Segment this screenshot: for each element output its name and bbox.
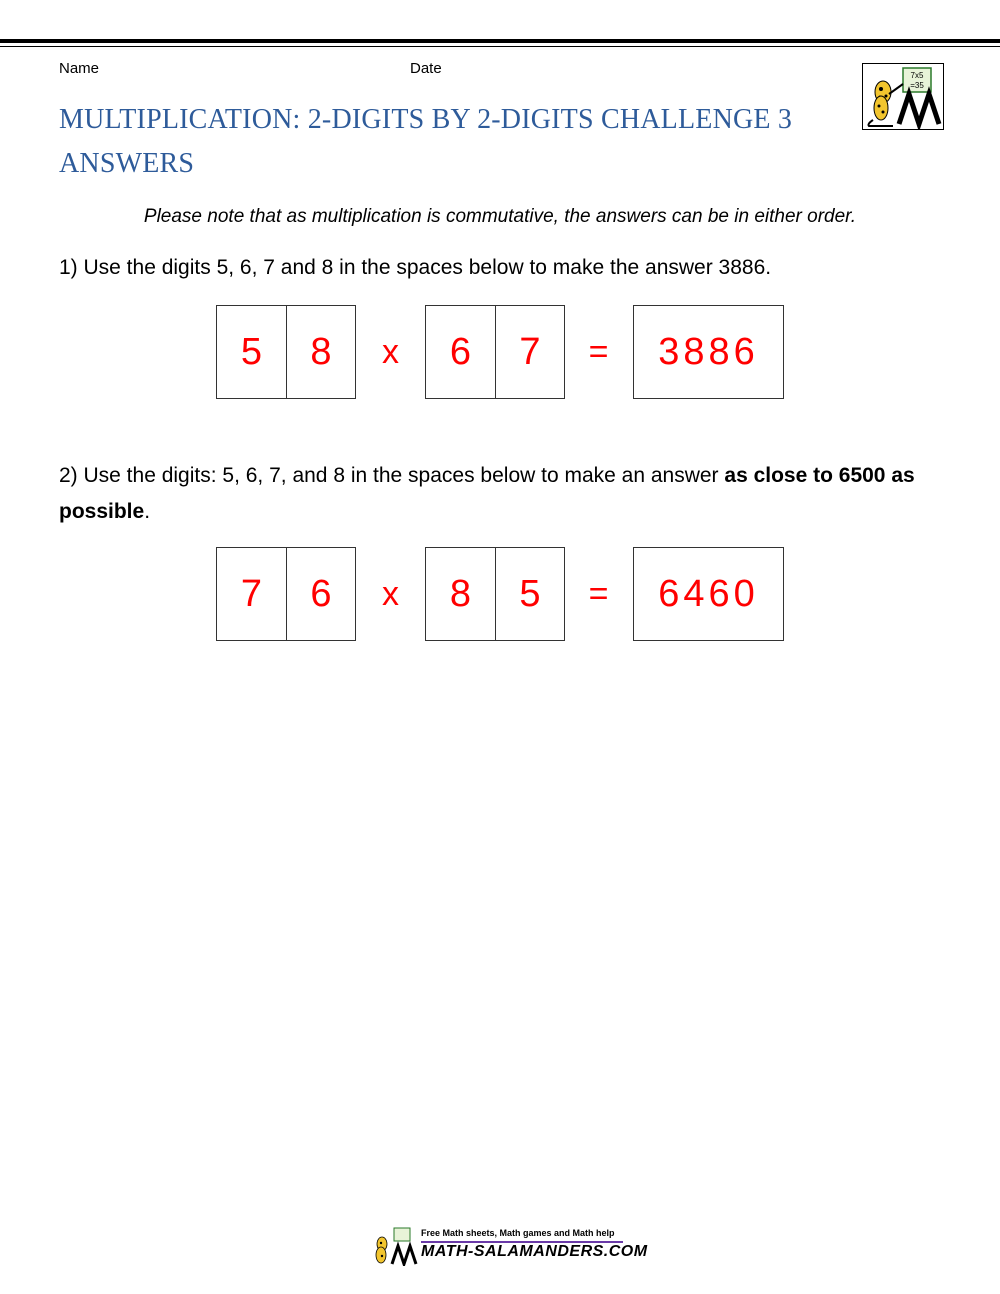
footer-tagline: Free Math sheets, Math games and Math help bbox=[421, 1228, 615, 1238]
q1-digit-box-4[interactable]: 7 bbox=[495, 305, 565, 399]
top-rule bbox=[0, 39, 1000, 43]
commutative-note: Please note that as multiplication is commutative, the answers can be in either order. bbox=[143, 206, 857, 227]
question-2-text bbox=[59, 458, 949, 530]
q1-equals-sign: = bbox=[588, 332, 609, 371]
q1-digit-box-1[interactable]: 5 bbox=[216, 305, 287, 399]
q2-digit-box-4[interactable]: 5 bbox=[495, 547, 565, 641]
q1-digit-box-2[interactable]: 8 bbox=[286, 305, 356, 399]
footer-site-name[interactable]: MATH-SALAMANDERS.COM bbox=[421, 1243, 648, 1260]
q2-digit-box-2[interactable]: 6 bbox=[286, 547, 356, 641]
question-1-equation bbox=[216, 305, 786, 399]
page-title: MULTIPLICATION: 2-DIGITS BY 2-DIGITS CHALLENGE 3 ANSWERS bbox=[59, 104, 793, 179]
q1-answer-box[interactable]: 3886 bbox=[633, 305, 784, 399]
q2-digit-box-1[interactable]: 7 bbox=[216, 547, 287, 641]
logo-text-1: 7x5 bbox=[910, 71, 924, 80]
name-label: Name bbox=[59, 60, 100, 77]
q2-times-sign: x bbox=[382, 574, 399, 613]
q1-times-sign: x bbox=[382, 332, 399, 371]
question-2-equation bbox=[216, 547, 786, 641]
question-1-text: 1) Use the digits 5, 6, 7 and 8 in the spaces below to make the answer 3886. bbox=[59, 256, 772, 279]
q2-text-start: 2) Use the digits: 5, 6, 7, and 8 in the spaces below to make an answer bbox=[59, 464, 725, 487]
q2-text-bold: as close to 6500 as possible bbox=[59, 464, 915, 523]
footer-brand bbox=[372, 1222, 648, 1266]
logo-text-2: =35 bbox=[910, 81, 924, 90]
top-rule-thin bbox=[0, 46, 1000, 47]
q2-digit-box-3[interactable]: 8 bbox=[425, 547, 496, 641]
math-salamander-logo-icon bbox=[862, 63, 944, 130]
date-label: Date bbox=[410, 60, 442, 77]
footer-salamander-icon bbox=[372, 1226, 420, 1266]
q2-equals-sign: = bbox=[588, 574, 609, 613]
q2-text-end: . bbox=[144, 500, 151, 523]
q1-digit-box-3[interactable]: 6 bbox=[425, 305, 496, 399]
q2-answer-box[interactable]: 6460 bbox=[633, 547, 784, 641]
